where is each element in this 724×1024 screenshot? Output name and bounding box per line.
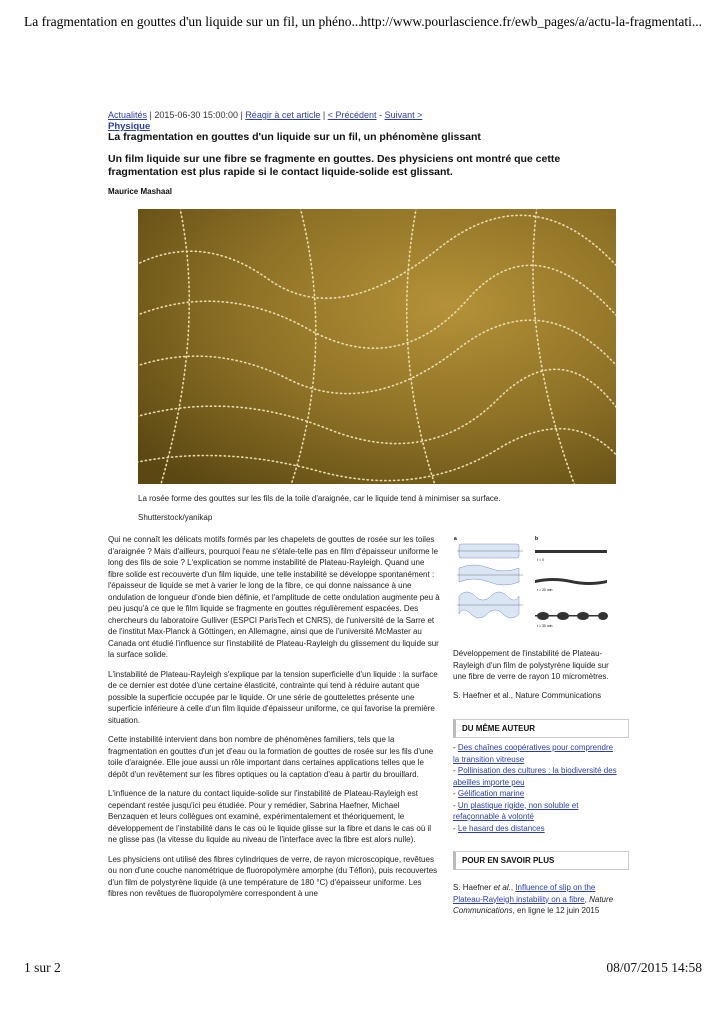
list-item: - Des chaînes coopératives pour comprendre la transition vitreuse (453, 743, 614, 764)
print-header-title: La fragmentation en gouttes d'un liquide sur un fil, un phéno... (24, 14, 362, 29)
react-link[interactable]: Réagir à cet article (245, 110, 321, 120)
article-lead: Un film liquide sur une fibre se fragmente en gouttes. Des physiciens ont montré que cette fragmentation est plus rapide si le contact liquide-solide est glissant. (108, 153, 561, 178)
article-body (108, 534, 440, 908)
photo-caption: La rosée forme des gouttes sur les fils de la toile d'araignée, car le liquide tend à minimiser sa surface. (138, 494, 501, 503)
reference-date: , en ligne le 12 juin 2015 (512, 906, 600, 915)
dew-spiderweb-photo (138, 209, 616, 484)
paragraph: Qui ne connaît les délicats motifs formés par les chapelets de gouttes de rosée sur les toiles d'araignée ? Mais d'ailleurs, pourquoi l'eau ne s'étale-telle pas en film d'épaisseur uniforme le long des fils de soie ? L'explication se nomme instabilité de Plateau-Rayleigh. Quand une fibre solide est recouverte d'un film liquide, une telle instabilité se développe spontanément : l'épaisseur de liquide se met à varier le long de la fibre, ce qui donne naissance à une ondulation de longueur d'onde bien définie, et l'amplitude de cette ondulation augmente peu à peu jusqu'à ce que le film liquide se fragmente en gouttes régulièrement espacées. Des chercheurs du laboratoire Gulliver (ESPCI ParisTech et CNRS), de l'université de la Sarre et de l'institut Max-Planck à Göttingen, en Allemagne, ainsi que de l'université McMaster au Canada ont étudié l'influence sur l'instabilité de Plateau-Rayleigh du glissement du liquide sur la surface solide. (108, 535, 440, 659)
related-link[interactable]: Le hasard des distances (457, 823, 545, 833)
previous-link[interactable]: < Précédent (327, 110, 377, 120)
same-author-heading: DU MÊME AUTEUR (453, 719, 629, 738)
reference-link[interactable]: Influence of slip on the Plateau-Rayleigh instability on a fibre (453, 883, 596, 904)
section-link[interactable]: Actualités (108, 110, 148, 120)
same-author-list (453, 742, 619, 834)
print-header-url[interactable]: http://www.pourlascience.fr/ewb_pages/a/actu-la-fragmentati... (360, 14, 702, 29)
paragraph: L'instabilité de Plateau-Rayleigh s'explique par la tension superficielle d'un liquide : la surface de ce dernier est dotée d'une certaine élasticité, contrainte qui tend à réduire autant que possible la superficie occupée par le liquide. Or une série de gouttelettes présente une superficie inférieure à celle d'un film liquide d'épaisseur uniforme, ce qui favorise la première situation. (108, 669, 438, 725)
time-label-20: t = 20 min (537, 588, 553, 592)
related-link[interactable]: Pollinisation des cultures : la biodiversité des abeilles importe peu (453, 766, 617, 787)
list-item: - Pollinisation des cultures : la biodiversité des abeilles importe peu (453, 766, 617, 787)
panel-b-label: b (535, 536, 539, 542)
paragraph: L'influence de la nature du contact liquide-solide sur l'instabilité de Plateau-Rayleigh est cependant restée jusqu'ici peu étudiée. Pour y remédier, Sabrina Haefner, Michael Benzaquen et leurs collègues ont examiné, expérimentalement et théoriquement, le développement de l'instabilité dans le cas où le liquide glisse sur la fibre et dans le cas où il ne glisse pas (la vitesse du liquide au niveau de l'interface avec la fibre est alors nulle). (108, 789, 432, 844)
paragraph: Cette instabilité intervient dans bon nombre de phénomènes familiers, tels que la fragmentation en gouttes d'un jet d'eau ou la formation de gouttes de rosée sur les fils d'une toile d'araignée. Elle joue aussi un rôle important dans certaines applications telles que le dépôt d'un revêtement sur les fibres optiques ou la captation d'eau à partir du brouillard. (108, 735, 434, 779)
list-item: - Gélification marine (453, 789, 525, 798)
reference-authors: S. Haefner (453, 883, 492, 892)
article-meta (108, 110, 422, 120)
related-link[interactable]: Un plastique rigide, non soluble et refaçonnable à volonté (453, 800, 579, 821)
time-label-30: t = 30 min (537, 624, 553, 628)
panel-a-label: a (454, 536, 457, 542)
time-label-0: t = 0 (537, 558, 544, 562)
figure-caption: Développement de l'instabilité de Plateau-Rayleigh d'un film de polystyrène liquide sur une fibre de verre de rayon 10 micromètres. (453, 649, 609, 681)
print-datetime: 08/07/2015 14:58 (606, 960, 702, 975)
article-date: | 2015-06-30 15:00:00 | (149, 110, 243, 120)
reference-journal: Nature Communications (453, 894, 614, 915)
photo-credit: Shutterstock/yanikap (138, 513, 213, 522)
related-link[interactable]: Gélification marine (457, 789, 525, 798)
page-number: 1 sur 2 (24, 960, 61, 975)
article-author: Maurice Mashaal (108, 187, 173, 196)
list-item: - Le hasard des distances (453, 823, 545, 833)
instability-figure (453, 534, 613, 639)
figure-source: S. Haefner et al., Nature Communications (453, 691, 602, 700)
related-link[interactable]: Des chaînes coopératives pour comprendre la transition vitreuse (453, 743, 614, 764)
more-info-heading: POUR EN SAVOIR PLUS (453, 851, 629, 870)
category-link[interactable]: Physique (108, 121, 151, 132)
reference-sep: , (510, 883, 514, 892)
reference-etal: et al. (493, 883, 511, 892)
next-link[interactable]: Suivant > (384, 110, 423, 120)
meta-dash: - (379, 110, 383, 120)
list-item: - Un plastique rigide, non soluble et refaçonnable à volonté (453, 800, 579, 821)
paragraph: Les physiciens ont utilisé des fibres cylindriques de verre, de rayon microscopique, revêtues ou non d'une couche nanométrique de fluoropolymère amorphe (du Téflon), puis recouvertes d'un film de polystyrène liquide (à une température de 180 °C) d'épaisseur uniforme. Les fibres non revêtues de fluoropolymère correspondent à une (108, 854, 438, 898)
reference: S. Haefner et al., Influence of slip on the Plateau-Rayleigh instability on a fibre, Nature Communications, en ligne le 12 juin 2015 (453, 883, 614, 915)
article-title: La fragmentation en gouttes d'un liquide sur un fil, un phénomène glissant (108, 131, 481, 143)
meta-separator: | (322, 110, 326, 120)
